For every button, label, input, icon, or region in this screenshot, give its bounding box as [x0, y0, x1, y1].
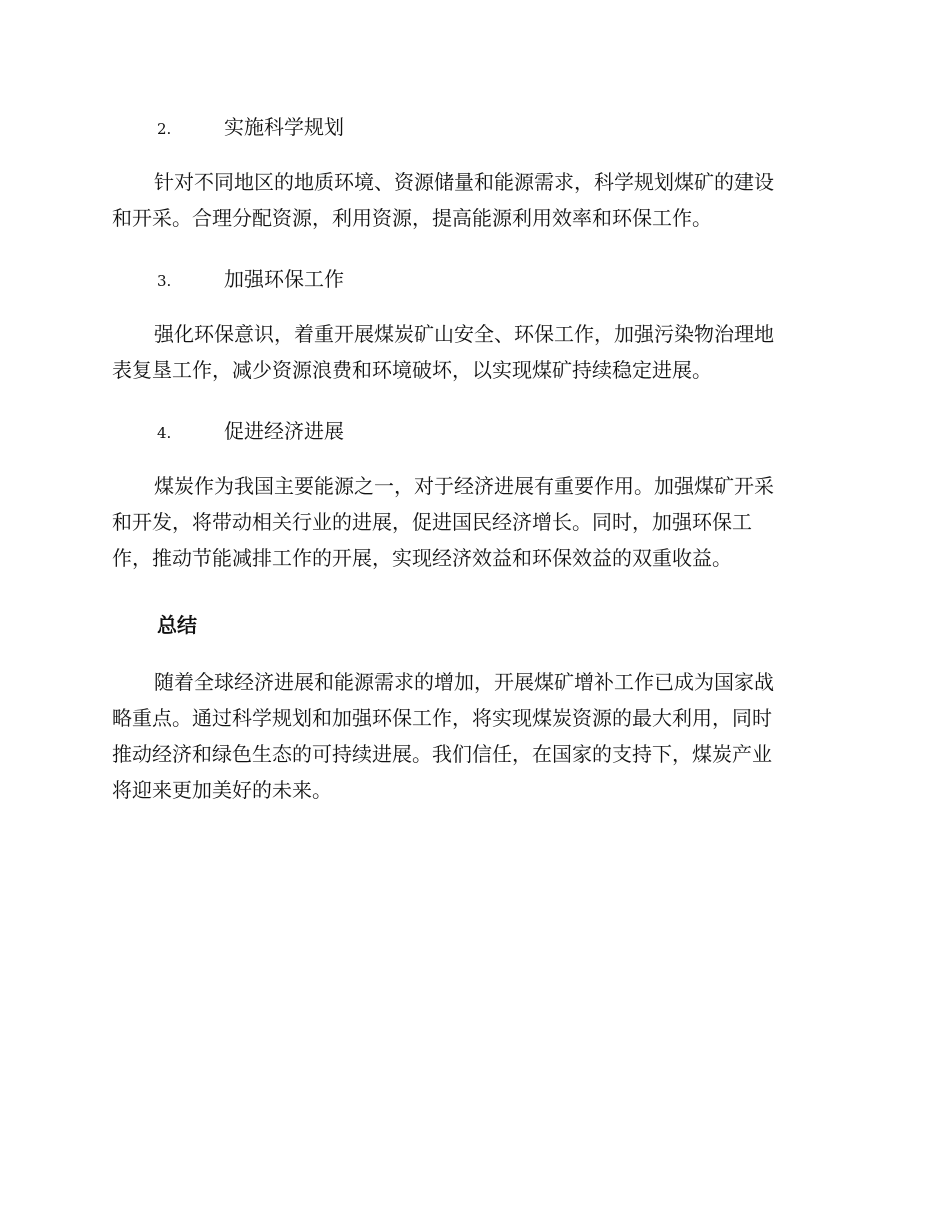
paragraph-line: 推动经济和绿色生态的可持续进展。我们信任，在国家的支持下，煤炭产业	[112, 742, 772, 766]
numbered-heading-3	[157, 264, 344, 296]
paragraph-line: 针对不同地区的地质环境、资源储量和能源需求，科学规划煤矿的建设	[154, 170, 774, 194]
paragraph-line: 作，推动节能减排工作的开展，实现经济效益和环保效益的双重收益。	[112, 546, 732, 570]
numbered-heading-2	[157, 112, 344, 144]
paragraph-environment	[112, 316, 837, 388]
paragraph-planning	[112, 164, 837, 236]
paragraph-line: 和开采。合理分配资源，利用资源，提高能源利用效率和环保工作。	[112, 206, 712, 230]
heading-title: 促进经济进展	[224, 419, 344, 443]
paragraph-line: 强化环保意识，着重开展煤炭矿山安全、环保工作，加强污染物治理地	[154, 322, 774, 346]
paragraph-line: 略重点。通过科学规划和加强环保工作，将实现煤炭资源的最大利用，同时	[112, 706, 772, 730]
heading-number: 4.	[157, 424, 172, 442]
paragraph-line: 表复垦工作，减少资源浪费和环境破坏，以实现煤矿持续稳定进展。	[112, 358, 712, 382]
summary-heading: 总结	[157, 613, 197, 637]
heading-title: 加强环保工作	[224, 267, 344, 291]
paragraph-line: 煤炭作为我国主要能源之一，对于经济进展有重要作用。加强煤矿开采	[154, 474, 774, 498]
heading-title: 实施科学规划	[224, 115, 344, 139]
heading-number: 2.	[157, 120, 172, 138]
paragraph-line: 将迎来更加美好的未来。	[112, 778, 332, 802]
paragraph-line: 和开发，将带动相关行业的进展，促进国民经济增长。同时，加强环保工	[112, 510, 752, 534]
paragraph-line: 随着全球经济进展和能源需求的增加，开展煤矿增补工作已成为国家战	[154, 670, 774, 694]
heading-number: 3.	[157, 272, 172, 290]
numbered-heading-4	[157, 416, 344, 448]
paragraph-economy	[112, 468, 837, 576]
summary-paragraph	[112, 664, 837, 808]
